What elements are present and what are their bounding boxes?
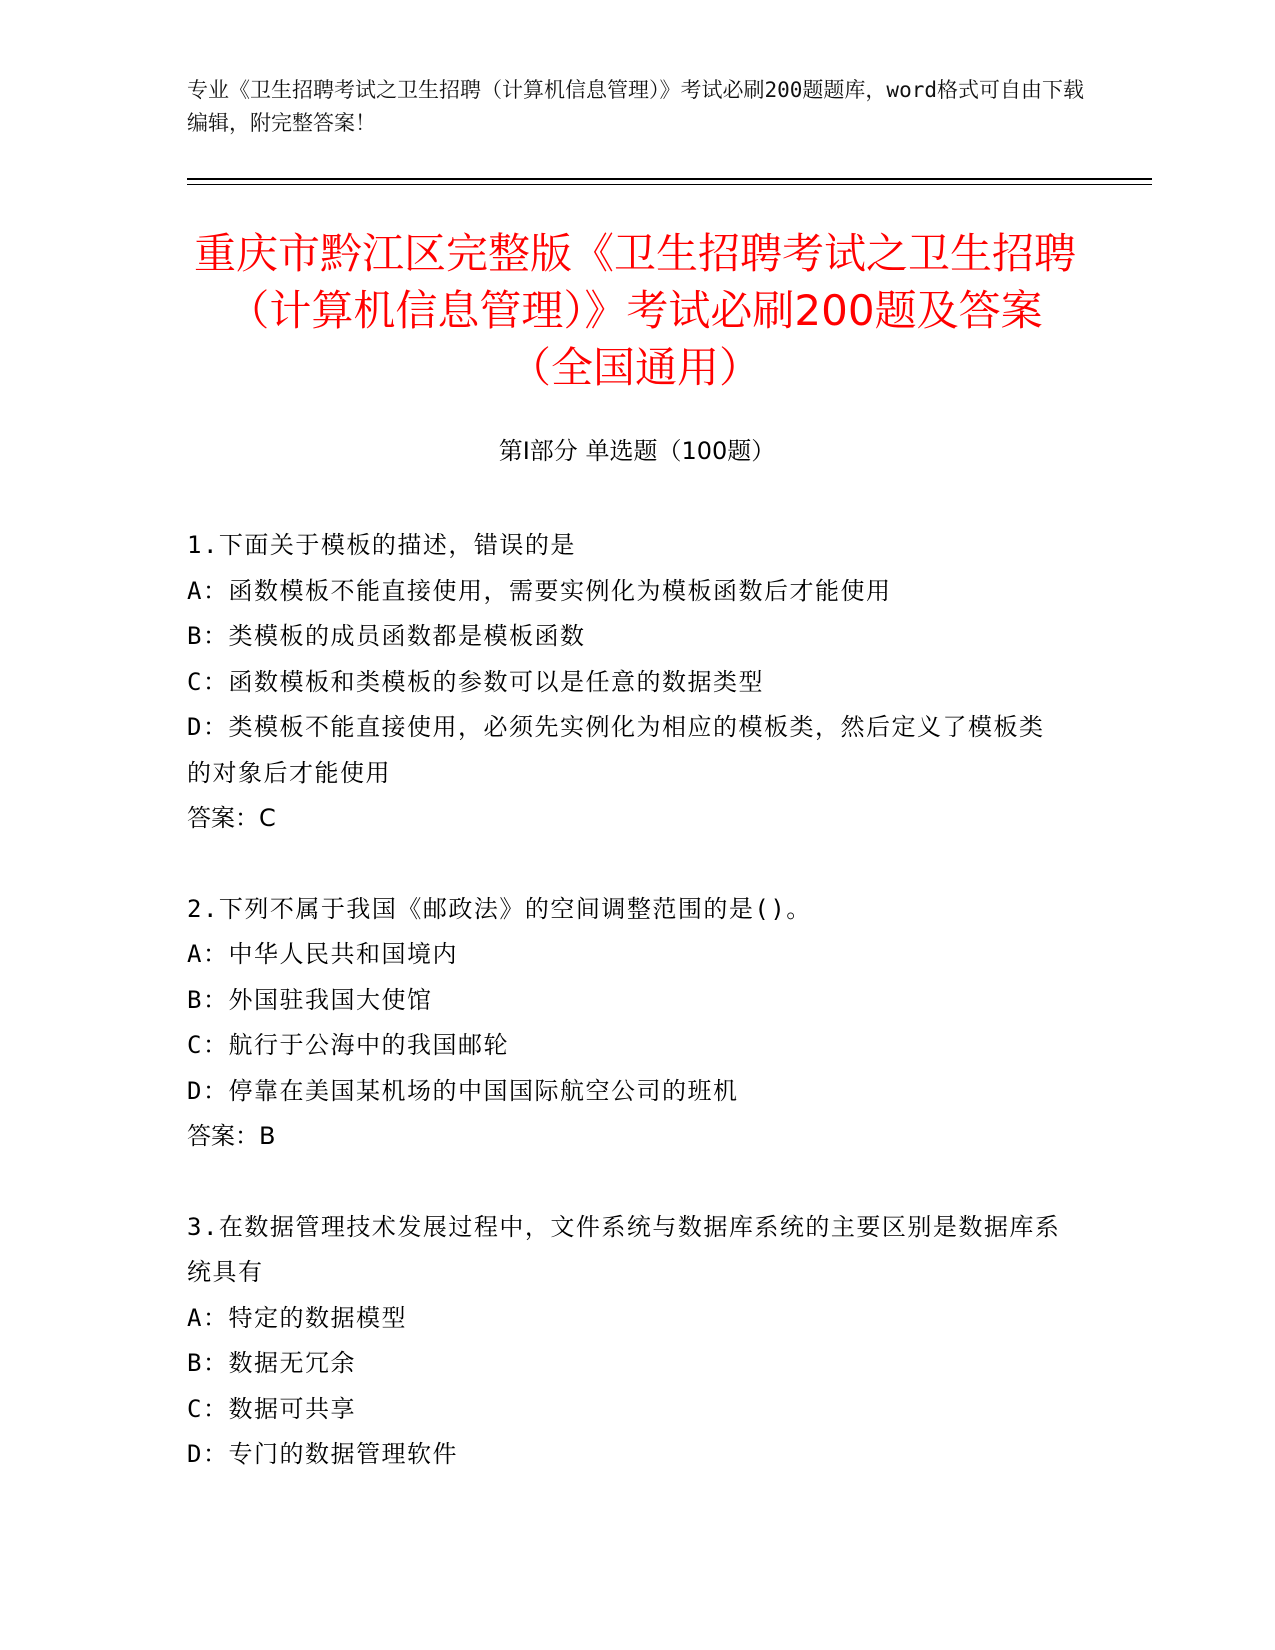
question-1 — [187, 523, 1067, 842]
question-text: 1.下面关于模板的描述，错误的是 — [187, 531, 576, 559]
option-d: D：专门的数据管理软件 — [187, 1440, 458, 1468]
option-c: C：航行于公海中的我国邮轮 — [187, 1031, 509, 1059]
option-b: B：外国驻我国大使馆 — [187, 985, 433, 1014]
option-c: C：数据可共享 — [187, 1394, 356, 1423]
option-c: C：函数模板和类模板的参数可以是任意的数据类型 — [187, 667, 764, 696]
option-a: A：特定的数据模型 — [187, 1303, 407, 1332]
option-b: B：数据无冗余 — [187, 1349, 356, 1377]
question-list — [187, 523, 1067, 1523]
answer: 答案：B — [187, 1122, 276, 1150]
question-text: 2.下列不属于我国《邮政法》的空间调整范围的是()。 — [187, 894, 812, 923]
question-text: 3.在数据管理技术发展过程中，文件系统与数据库系统的主要区别是数据库系统具有 — [187, 1212, 1061, 1286]
option-d: D：类模板不能直接使用，必须先实例化为相应的模板类，然后定义了模板类的对象后才能使用 — [187, 713, 1045, 787]
question-2 — [187, 887, 1067, 1160]
answer: 答案：C — [187, 804, 276, 832]
question-3 — [187, 1205, 1067, 1478]
section-title: 第Ⅰ部分 单选题（100题） — [498, 437, 776, 465]
option-a: A：函数模板不能直接使用，需要实例化为模板函数后才能使用 — [187, 576, 892, 605]
header-divider-thin — [187, 184, 1152, 185]
option-b: B：类模板的成员函数都是模板函数 — [187, 622, 586, 650]
option-d: D：停靠在美国某机场的中国国际航空公司的班机 — [187, 1076, 739, 1105]
option-a: A：中华人民共和国境内 — [187, 940, 458, 968]
header-divider-thick — [187, 178, 1152, 180]
header-note: 专业《卫生招聘考试之卫生招聘（计算机信息管理）》考试必刷200题题库，word格式可自由下载编辑，附完整答案！ — [187, 78, 1084, 135]
document-title: 重庆市黔江区完整版《卫生招聘考试之卫生招聘（计算机信息管理）》考试必刷200题及答案（全国通用） — [193, 229, 1076, 392]
